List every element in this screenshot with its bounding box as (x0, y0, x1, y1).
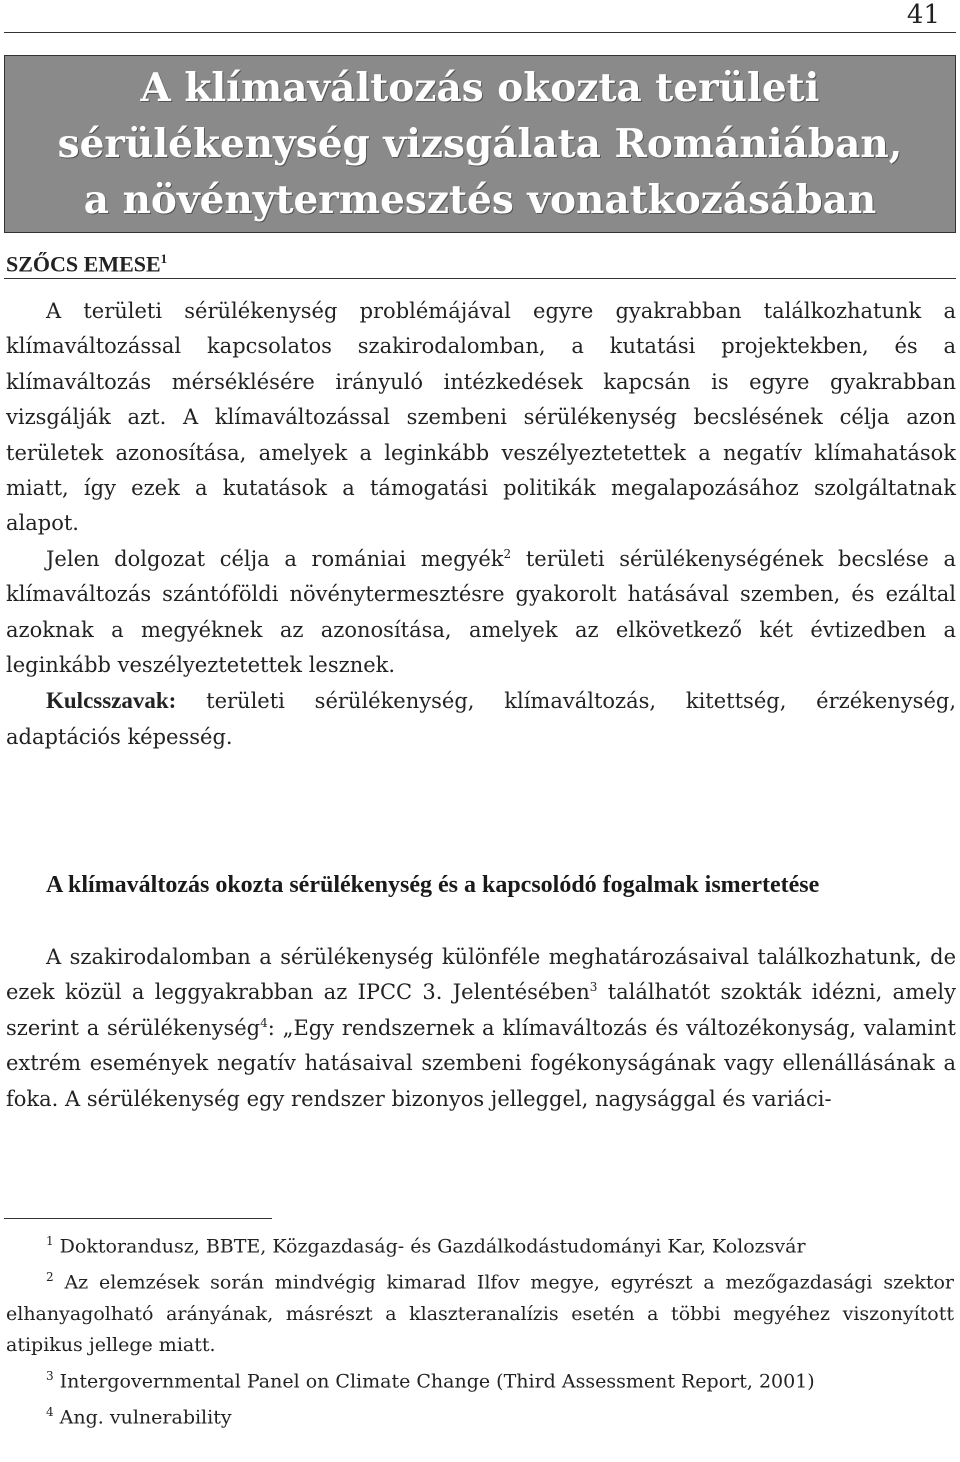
header-rule (4, 32, 956, 33)
footnote-1-number: 1 (46, 1234, 54, 1248)
title-line-1: A klímaváltozás okozta területi (140, 65, 820, 111)
footnote-4-number: 4 (46, 1404, 54, 1419)
footnote-3-number: 3 (46, 1368, 54, 1383)
author-footnote-ref: 1 (160, 251, 168, 266)
keywords-label: Kulcsszavak: (46, 688, 177, 714)
author-rule (4, 278, 956, 279)
footnote-rule (4, 1218, 272, 1219)
author-name: SZŐCS EMESE (6, 251, 161, 277)
footnote-1-text: Doktorandusz, BBTE, Közgazdaság- és Gazdálkodástudományi Kar, Kolozsvár (53, 1235, 806, 1258)
title-line-3: a növénytermesztés vonatkozásában (83, 177, 877, 223)
author (6, 242, 167, 281)
abstract-paragraph-1: A területi sérülékenység problémájával egyre gyakrabban találkozhatunk a klímaváltozással kapcsolatos szakirodalomban, a kutatási projektekben, és a klímaváltozás mérséklésére irányuló intézkedések kapcsán is egyre gyakrabban vizsgálják azt. A klímaváltozással szembeni sérülékenység becslésének célja azon területek azonosítása, amelyek a leginkább veszélyeztetettek a negatív klímahatások miatt, így ezek a kutatások a támogatási politikák megalapozásához szolgáltatnak alapot. (6, 299, 956, 536)
abstract (6, 294, 956, 755)
footnote-4 (6, 1397, 954, 1433)
page-number: 41 (906, 0, 940, 30)
section-text-a: A szakirodalomban a sérülékenység különféle meghatározásaival találkozhatunk, de ezek közül a leggyakrabban az IPCC 3. Jelentésében (6, 945, 956, 1005)
section-body (6, 940, 956, 1117)
footnote-3 (6, 1361, 954, 1397)
abstract-paragraph-2 (6, 542, 956, 684)
title-box (4, 55, 956, 233)
footnote-ref-2: 2 (503, 546, 512, 561)
footnote-3-text: Intergovernmental Panel on Climate Change (Third Assessment Report, 2001) (53, 1369, 815, 1392)
footnote-4-text: Ang. vulnerability (53, 1406, 232, 1429)
section-paragraph (6, 940, 956, 1117)
abstract-p2-text-b: területi sérülékenységének becslése a klímaváltozás szántóföldi növénytermesztésre gyakorolt hatásával szemben, és ezáltal azoknak a megyéknek az azonosítása, amelyek az elkövetkező két évtizedben a leginkább veszélyeztetettek lesznek. (6, 546, 956, 678)
footnotes (6, 1226, 954, 1433)
footnote-ref-3: 3 (589, 980, 598, 995)
section-heading: A klímaváltozás okozta sérülékenység és a kapcsolódó fogalmak ismertetése (46, 872, 820, 898)
footnote-2-number: 2 (46, 1270, 54, 1285)
footnote-2 (6, 1262, 954, 1360)
footnote-2-text: Az elemzések során mindvégig kimarad Ilfov megye, egyrészt a mezőgazdasági szektor elhanyagolható arányának, másrészt a klaszteranalízis esetén a többi megyéhez viszonyított atipikus jellege miatt. (6, 1271, 954, 1356)
abstract-p2-text-a: Jelen dolgozat célja a romániai megyék (46, 546, 504, 571)
footnote-1 (6, 1226, 954, 1262)
title-line-2: sérülékenység vizsgálata Romániában, (57, 121, 903, 167)
section-text-b: találhatót szokták idézni, amely szerint a sérülékenység (6, 980, 956, 1040)
keywords-list: területi sérülékenység, klímaváltozás, kitettség, érzékenység, adaptációs képesség. (6, 689, 956, 749)
section-text-c: : „Egy rendszernek a klímaváltozás és változékonyság, valamint extrém események negatív hatásaival szembeni fogékonyságának vagy ellenállásának a foka. A sérülékenység egy rendszer bizonyos jelleggel, nagysággal és variáci- (6, 1015, 956, 1111)
footnote-ref-4: 4 (260, 1015, 268, 1030)
keywords (6, 683, 956, 755)
